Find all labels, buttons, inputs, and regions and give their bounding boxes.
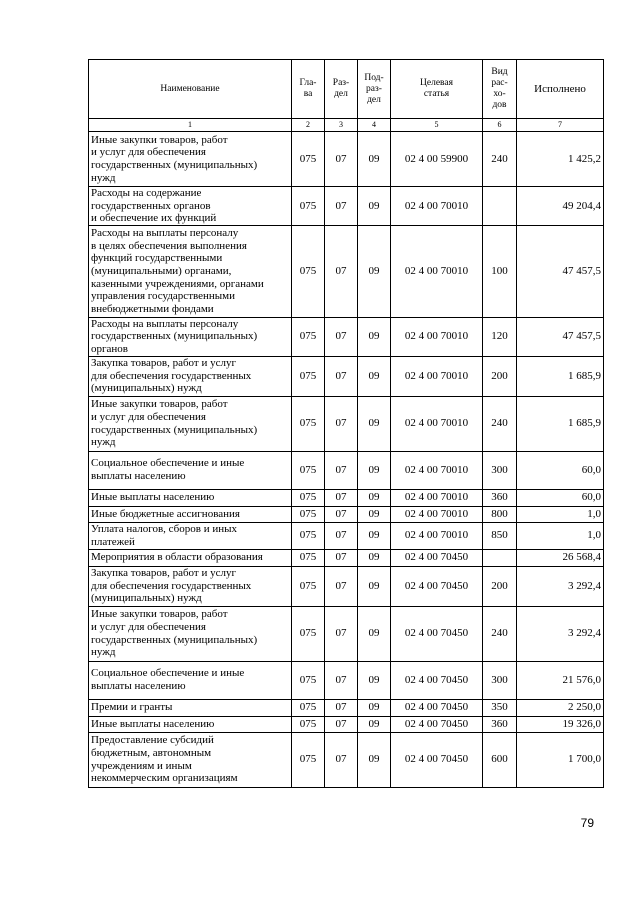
row-name: Расходы на выплаты персоналу в целях обеспечения выполнения функций государственными (муниципальными) органами, казенными учреждениями, органами управления государственными внебюджетными фондами bbox=[89, 225, 292, 317]
row-glava: 075 bbox=[292, 396, 325, 451]
row-razdel: 07 bbox=[325, 732, 358, 787]
header-executed: Исполнено bbox=[517, 60, 604, 119]
table-row bbox=[89, 356, 604, 396]
header-glava bbox=[292, 60, 325, 119]
row-vid: 850 bbox=[483, 522, 517, 549]
row-podrazdel: 09 bbox=[358, 132, 391, 187]
row-target: 02 4 00 70450 bbox=[391, 661, 483, 699]
row-target: 02 4 00 70010 bbox=[391, 451, 483, 489]
row-podrazdel: 09 bbox=[358, 732, 391, 787]
row-glava: 075 bbox=[292, 489, 325, 506]
row-podrazdel: 09 bbox=[358, 566, 391, 606]
row-vid: 360 bbox=[483, 489, 517, 506]
header-razdel-text: Раз- дел bbox=[332, 78, 350, 99]
row-executed: 2 250,0 bbox=[517, 699, 604, 716]
table-row bbox=[89, 566, 604, 606]
table-row bbox=[89, 132, 604, 187]
page-number: 79 bbox=[580, 816, 594, 830]
row-executed: 3 292,4 bbox=[517, 606, 604, 661]
row-glava: 075 bbox=[292, 549, 325, 566]
row-vid: 300 bbox=[483, 451, 517, 489]
row-name: Иные закупки товаров, работ и услуг для обеспечения государственных (муниципальных) нужд bbox=[89, 606, 292, 661]
row-name: Расходы на содержание государственных органов и обеспечение их функций bbox=[89, 187, 292, 226]
row-vid: 300 bbox=[483, 661, 517, 699]
row-target: 02 4 00 70010 bbox=[391, 187, 483, 226]
row-razdel: 07 bbox=[325, 549, 358, 566]
row-podrazdel: 09 bbox=[358, 489, 391, 506]
row-name: Закупка товаров, работ и услуг для обеспечения государственных (муниципальных) нужд bbox=[89, 356, 292, 396]
column-number: 1 bbox=[89, 119, 292, 132]
row-executed: 26 568,4 bbox=[517, 549, 604, 566]
column-number: 2 bbox=[292, 119, 325, 132]
row-name: Премии и гранты bbox=[89, 699, 292, 716]
row-vid bbox=[483, 549, 517, 566]
row-target: 02 4 00 70010 bbox=[391, 317, 483, 356]
row-razdel: 07 bbox=[325, 356, 358, 396]
row-razdel: 07 bbox=[325, 187, 358, 226]
row-name: Иные бюджетные ассигнования bbox=[89, 506, 292, 522]
row-glava: 075 bbox=[292, 187, 325, 226]
row-vid: 240 bbox=[483, 396, 517, 451]
row-executed: 60,0 bbox=[517, 451, 604, 489]
column-number-row bbox=[89, 119, 604, 132]
row-executed: 21 576,0 bbox=[517, 661, 604, 699]
table-row bbox=[89, 732, 604, 787]
row-target: 02 4 00 70450 bbox=[391, 549, 483, 566]
column-number: 6 bbox=[483, 119, 517, 132]
row-target: 02 4 00 70010 bbox=[391, 356, 483, 396]
row-vid: 600 bbox=[483, 732, 517, 787]
row-name: Социальное обеспечение и иные выплаты населению bbox=[89, 451, 292, 489]
row-vid: 350 bbox=[483, 699, 517, 716]
row-glava: 075 bbox=[292, 716, 325, 732]
header-glava-text: Гла- ва bbox=[299, 78, 317, 99]
row-target: 02 4 00 70450 bbox=[391, 566, 483, 606]
row-razdel: 07 bbox=[325, 396, 358, 451]
row-razdel: 07 bbox=[325, 522, 358, 549]
row-target: 02 4 00 70450 bbox=[391, 699, 483, 716]
row-podrazdel: 09 bbox=[358, 317, 391, 356]
row-name: Уплата налогов, сборов и иных платежей bbox=[89, 522, 292, 549]
table-row bbox=[89, 225, 604, 317]
table-row bbox=[89, 506, 604, 522]
row-glava: 075 bbox=[292, 661, 325, 699]
row-razdel: 07 bbox=[325, 225, 358, 317]
row-podrazdel: 09 bbox=[358, 396, 391, 451]
row-executed: 47 457,5 bbox=[517, 225, 604, 317]
row-podrazdel: 09 bbox=[358, 225, 391, 317]
header-name: Наименование bbox=[89, 60, 292, 119]
row-vid: 200 bbox=[483, 566, 517, 606]
header-target-text: Целевая статья bbox=[420, 78, 453, 99]
row-vid: 240 bbox=[483, 606, 517, 661]
budget-table bbox=[88, 59, 604, 788]
row-razdel: 07 bbox=[325, 699, 358, 716]
row-podrazdel: 09 bbox=[358, 606, 391, 661]
column-number: 3 bbox=[325, 119, 358, 132]
row-target: 02 4 00 70450 bbox=[391, 732, 483, 787]
row-executed: 1 685,9 bbox=[517, 356, 604, 396]
row-razdel: 07 bbox=[325, 661, 358, 699]
row-executed: 47 457,5 bbox=[517, 317, 604, 356]
table-row bbox=[89, 489, 604, 506]
header-razdel bbox=[325, 60, 358, 119]
row-podrazdel: 09 bbox=[358, 661, 391, 699]
row-name: Иные закупки товаров, работ и услуг для обеспечения государственных (муниципальных) нужд bbox=[89, 396, 292, 451]
row-glava: 075 bbox=[292, 566, 325, 606]
row-name: Иные выплаты населению bbox=[89, 716, 292, 732]
row-glava: 075 bbox=[292, 732, 325, 787]
row-target: 02 4 00 59900 bbox=[391, 132, 483, 187]
row-razdel: 07 bbox=[325, 506, 358, 522]
table-row bbox=[89, 606, 604, 661]
row-podrazdel: 09 bbox=[358, 699, 391, 716]
row-target: 02 4 00 70450 bbox=[391, 606, 483, 661]
row-executed: 1 685,9 bbox=[517, 396, 604, 451]
row-vid: 100 bbox=[483, 225, 517, 317]
table-row bbox=[89, 317, 604, 356]
row-executed: 1 700,0 bbox=[517, 732, 604, 787]
row-glava: 075 bbox=[292, 356, 325, 396]
header-target bbox=[391, 60, 483, 119]
row-executed: 1,0 bbox=[517, 522, 604, 549]
row-glava: 075 bbox=[292, 451, 325, 489]
row-name: Расходы на выплаты персоналу государственных (муниципальных) органов bbox=[89, 317, 292, 356]
header-podrazdel bbox=[358, 60, 391, 119]
row-glava: 075 bbox=[292, 132, 325, 187]
row-podrazdel: 09 bbox=[358, 187, 391, 226]
row-podrazdel: 09 bbox=[358, 451, 391, 489]
table-row bbox=[89, 451, 604, 489]
row-name: Закупка товаров, работ и услуг для обеспечения государственных (муниципальных) нужд bbox=[89, 566, 292, 606]
table-row bbox=[89, 716, 604, 732]
row-glava: 075 bbox=[292, 522, 325, 549]
row-name: Предоставление субсидий бюджетным, автономным учреждениям и иным некоммерческим организациям bbox=[89, 732, 292, 787]
row-vid: 200 bbox=[483, 356, 517, 396]
row-executed: 1 425,2 bbox=[517, 132, 604, 187]
row-name: Социальное обеспечение и иные выплаты населению bbox=[89, 661, 292, 699]
header-vid-text: Вид рас- хо- дов bbox=[491, 67, 508, 110]
row-executed: 3 292,4 bbox=[517, 566, 604, 606]
row-podrazdel: 09 bbox=[358, 506, 391, 522]
row-podrazdel: 09 bbox=[358, 549, 391, 566]
table-header-row bbox=[89, 60, 604, 119]
row-vid: 120 bbox=[483, 317, 517, 356]
row-glava: 075 bbox=[292, 225, 325, 317]
table-row bbox=[89, 549, 604, 566]
column-number: 4 bbox=[358, 119, 391, 132]
row-podrazdel: 09 bbox=[358, 356, 391, 396]
row-executed: 49 204,4 bbox=[517, 187, 604, 226]
row-executed: 1,0 bbox=[517, 506, 604, 522]
row-vid: 240 bbox=[483, 132, 517, 187]
row-vid: 360 bbox=[483, 716, 517, 732]
row-name: Иные выплаты населению bbox=[89, 489, 292, 506]
table-row bbox=[89, 522, 604, 549]
row-razdel: 07 bbox=[325, 606, 358, 661]
row-executed: 60,0 bbox=[517, 489, 604, 506]
column-number: 5 bbox=[391, 119, 483, 132]
row-glava: 075 bbox=[292, 606, 325, 661]
table-body bbox=[89, 132, 604, 788]
row-target: 02 4 00 70010 bbox=[391, 489, 483, 506]
row-glava: 075 bbox=[292, 699, 325, 716]
row-razdel: 07 bbox=[325, 489, 358, 506]
table-row bbox=[89, 396, 604, 451]
table-row bbox=[89, 699, 604, 716]
row-razdel: 07 bbox=[325, 716, 358, 732]
row-glava: 075 bbox=[292, 506, 325, 522]
row-glava: 075 bbox=[292, 317, 325, 356]
row-razdel: 07 bbox=[325, 451, 358, 489]
header-podrazdel-text: Под- раз- дел bbox=[364, 72, 384, 105]
column-number: 7 bbox=[517, 119, 604, 132]
row-target: 02 4 00 70450 bbox=[391, 716, 483, 732]
row-target: 02 4 00 70010 bbox=[391, 396, 483, 451]
row-name: Иные закупки товаров, работ и услуг для обеспечения государственных (муниципальных) нужд bbox=[89, 132, 292, 187]
row-name: Мероприятия в области образования bbox=[89, 549, 292, 566]
row-executed: 19 326,0 bbox=[517, 716, 604, 732]
row-podrazdel: 09 bbox=[358, 716, 391, 732]
table-row bbox=[89, 187, 604, 226]
row-target: 02 4 00 70010 bbox=[391, 522, 483, 549]
row-razdel: 07 bbox=[325, 566, 358, 606]
table-row bbox=[89, 661, 604, 699]
header-vid bbox=[483, 60, 517, 119]
row-razdel: 07 bbox=[325, 317, 358, 356]
row-razdel: 07 bbox=[325, 132, 358, 187]
row-target: 02 4 00 70010 bbox=[391, 225, 483, 317]
row-vid: 800 bbox=[483, 506, 517, 522]
row-target: 02 4 00 70010 bbox=[391, 506, 483, 522]
row-vid bbox=[483, 187, 517, 226]
row-podrazdel: 09 bbox=[358, 522, 391, 549]
